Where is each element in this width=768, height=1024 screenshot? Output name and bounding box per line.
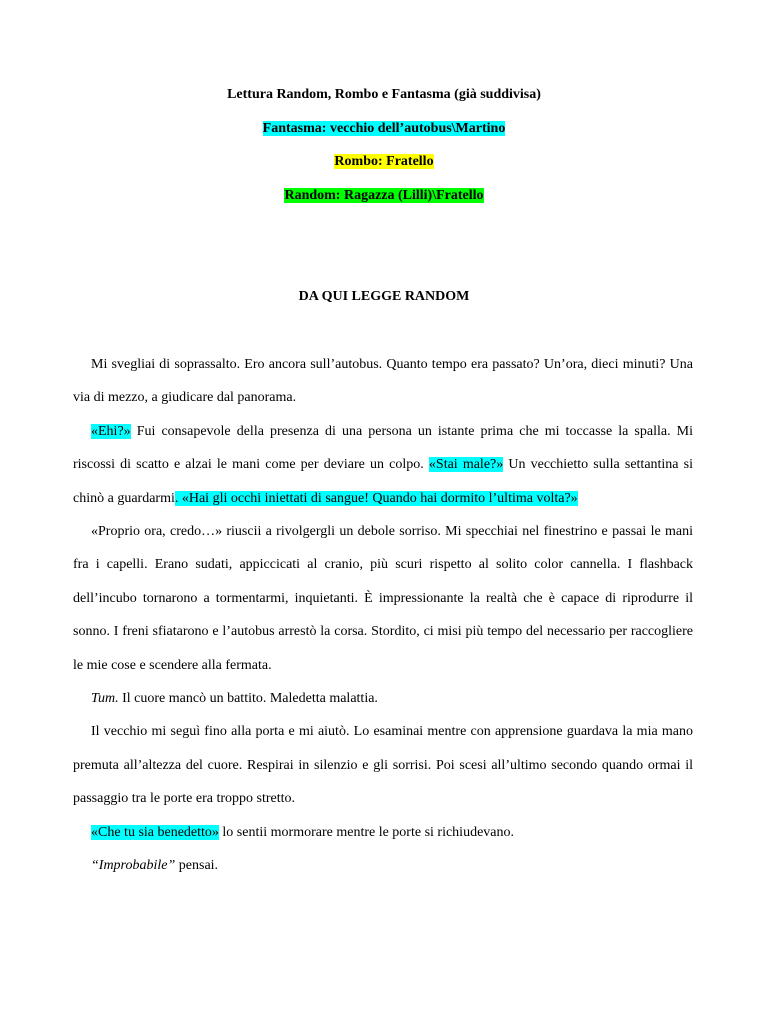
role-fantasma <box>0 120 768 138</box>
paragraph-7-italic: “Improbabile” <box>91 858 176 874</box>
paragraph-2-text-a: Fui consapevole della presenza di una persona un istante prima che mi toccasse la spalla. Mi riscossi di scatto e alzai le mani come per deviare un colpo. <box>73 423 693 473</box>
paragraph-4 <box>73 682 693 715</box>
role-rombo <box>0 153 768 171</box>
paragraph-6 <box>73 816 693 849</box>
paragraph-3-text: «Proprio ora, credo…» riuscii a rivolgergli un debole sorriso. Mi specchiai nel finestrino e passai le mani fra i capelli. Erano sudati, appiccicati al cranio, più scuri rispetto al solito color cannella. I flashback dell’incubo tornarono a tormentarmi, inquietanti. È impressionante la realtà che è capace di riprodurre il sonno. I freni sfiatarono e l’autobus arrestò la corsa. Stordito, ci misi più tempo del necessario per raccogliere le mie cose e scendere alla fermata. <box>73 524 693 673</box>
paragraph-4-text: Il cuore mancò un battito. Maledetta malattia. <box>118 691 378 707</box>
document-title-text: Lettura Random, Rombo e Fantasma (già suddivisa) <box>227 87 541 102</box>
paragraph-3 <box>73 515 693 682</box>
dialogue-benedetto: «Che tu sia benedetto» <box>91 824 219 840</box>
dialogue-stai-male: «Stai male?» <box>428 457 504 473</box>
paragraph-1 <box>73 348 693 415</box>
paragraph-2-text-b: Un vecchietto sulla settantina si chinò a guardarmi <box>73 457 693 506</box>
paragraph-1-text: Mi svegliai di soprassalto. Ero ancora sull’autobus. Quanto tempo era passato? Un’ora, dieci minuti? Una via di mezzo, a giudicare dal panorama. <box>73 357 693 406</box>
paragraph-5-text: Il vecchio mi seguì fino alla porta e mi aiutò. Lo esaminai mentre con apprensione guardava la mia mano premuta all’altezza del cuore. Respirai in silenzio e gli sorrisi. Poi scesi all’ultimo secondo quando ormai il passaggio tra le porte era troppo stretto. <box>73 724 693 807</box>
paragraph-5 <box>73 715 693 815</box>
paragraph-7-text: pensai. <box>175 858 219 874</box>
dialogue-occhi-iniettati: . «Hai gli occhi iniettati di sangue! Quando hai dormito l’ultima volta?» <box>174 490 578 506</box>
role-rombo-text: Rombo: Fratello <box>334 154 434 169</box>
role-random <box>0 187 768 205</box>
document-title <box>0 86 768 104</box>
paragraph-7 <box>73 849 693 882</box>
section-heading-text: DA QUI LEGGE RANDOM <box>298 289 470 304</box>
role-fantasma-text: Fantasma: vecchio dell’autobus\Martino <box>262 121 506 136</box>
section-heading <box>0 288 768 306</box>
paragraph-4-italic: Tum. <box>91 691 119 707</box>
paragraph-6-text: lo sentii mormorare mentre le porte si richiudevano. <box>218 824 514 840</box>
paragraph-2 <box>73 415 693 515</box>
role-random-text: Random: Ragazza (Lilli)\Fratello <box>284 188 484 203</box>
dialogue-ehi: «Ehi?» <box>91 423 131 439</box>
story-body <box>73 348 693 883</box>
